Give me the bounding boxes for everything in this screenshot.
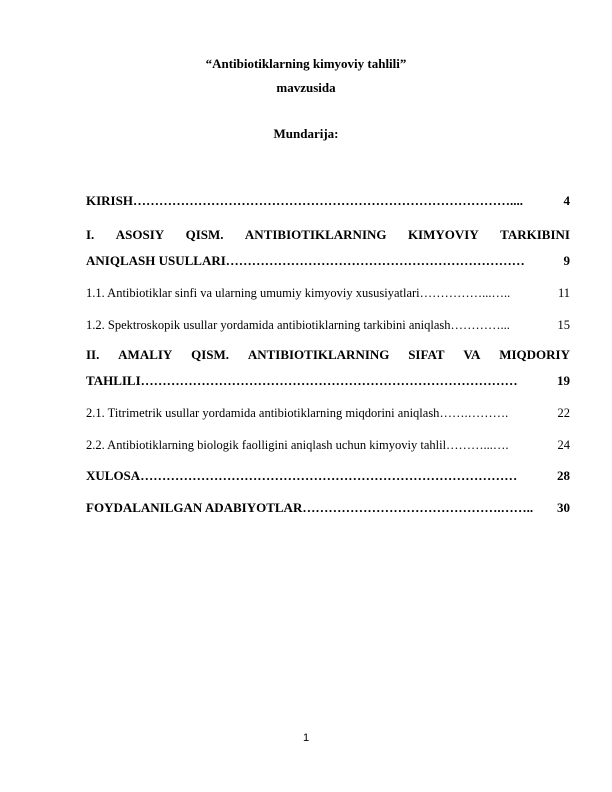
toc-page-number: 22	[557, 406, 570, 420]
toc-entry-chapter-2	[86, 347, 570, 363]
toc-leader-dots: ……………………………………………………………………………....	[132, 193, 523, 208]
toc-leader-dots: …….……….	[439, 406, 509, 420]
toc-entry-adabiyotlar	[86, 500, 570, 516]
toc-entry-2-2	[86, 437, 570, 453]
toc-page-number: 4	[563, 193, 570, 208]
toc-entry-xulosa	[86, 468, 570, 484]
toc-word: MIQDORIY	[499, 347, 570, 362]
toc-chapter-1-line-1	[86, 227, 570, 243]
toc-heading: Mundarija:	[273, 126, 339, 141]
toc-page-number: 19	[557, 373, 570, 388]
toc-word: VA	[463, 347, 481, 362]
toc-page-number: 11	[557, 286, 570, 300]
toc-entry-2-1	[86, 405, 570, 421]
toc-entry-title: 2.2. Antibiotiklarning biologik faolligini aniqlash uchun kimyoviy tahlil	[86, 438, 447, 452]
toc-word: ASOSIY	[115, 227, 165, 242]
toc-leader-dots: ……………………………………….……..	[302, 500, 534, 515]
toc-entry-title: 1.1. Antibiotiklar sinfi va ularning umumiy kimyoviy xususiyatlari	[86, 286, 420, 300]
toc-entry-1-2	[86, 317, 570, 333]
toc-word: SIFAT	[408, 347, 445, 362]
toc-entry-title: TAHLILI	[86, 373, 141, 388]
toc-leader-dots: ……………...…..	[419, 286, 511, 300]
toc-page-number: 15	[557, 318, 570, 332]
toc-chapter-2-line-2	[86, 373, 570, 389]
toc-entry-title: XULOSA	[86, 468, 141, 483]
toc-word: ANTIBIOTIKLARNING	[244, 227, 387, 242]
document-title: “Antibiotiklarning kimyoviy tahlili”	[205, 56, 407, 71]
toc-word: I.	[86, 227, 95, 242]
toc-chapter-1-line-2	[86, 253, 570, 269]
toc-word: AMALIY	[118, 347, 173, 362]
toc-entry-1-1	[86, 285, 570, 301]
toc-leader-dots: ……………………………………………………………………………	[140, 468, 518, 483]
toc-entry-title: 2.1. Titrimetrik usullar yordamida antibiotiklarning miqdorini aniqlash	[86, 406, 440, 420]
toc-word: QISM.	[191, 347, 230, 362]
toc-word: QISM.	[185, 227, 224, 242]
toc-page-number: 30	[557, 500, 570, 515]
toc-chapter-2-line-1	[86, 347, 570, 363]
toc-leader-dots: ……………………………………………………………………………	[140, 373, 518, 388]
toc-entry-title: FOYDALANILGAN ADABIYOTLAR	[86, 500, 303, 515]
toc-word: II.	[86, 347, 100, 362]
toc-word: KIMYOVIY	[407, 227, 479, 242]
toc-page-number: 24	[557, 438, 570, 452]
toc-leader-dots: ………...….	[446, 438, 509, 452]
toc-word: ANTIBIOTIKLARNING	[247, 347, 390, 362]
toc-page-number: 9	[563, 253, 570, 268]
toc-leader-dots: ……………………………………………………………	[225, 253, 525, 268]
toc-entry-title: ANIQLASH USULLARI	[86, 253, 226, 268]
toc-entry-kirish	[86, 193, 570, 209]
page-number: 1	[302, 732, 310, 744]
toc-entry-chapter-1	[86, 227, 570, 243]
document-subtitle: mavzusida	[276, 80, 336, 95]
toc-entry-title: KIRISH	[86, 193, 133, 208]
toc-entry-title: 1.2. Spektroskopik usullar yordamida antibiotiklarning tarkibini aniqlash	[86, 318, 451, 332]
toc-word: TARKIBINI	[500, 227, 570, 242]
toc-page-number: 28	[557, 468, 570, 483]
toc-leader-dots: …………...	[450, 318, 510, 332]
